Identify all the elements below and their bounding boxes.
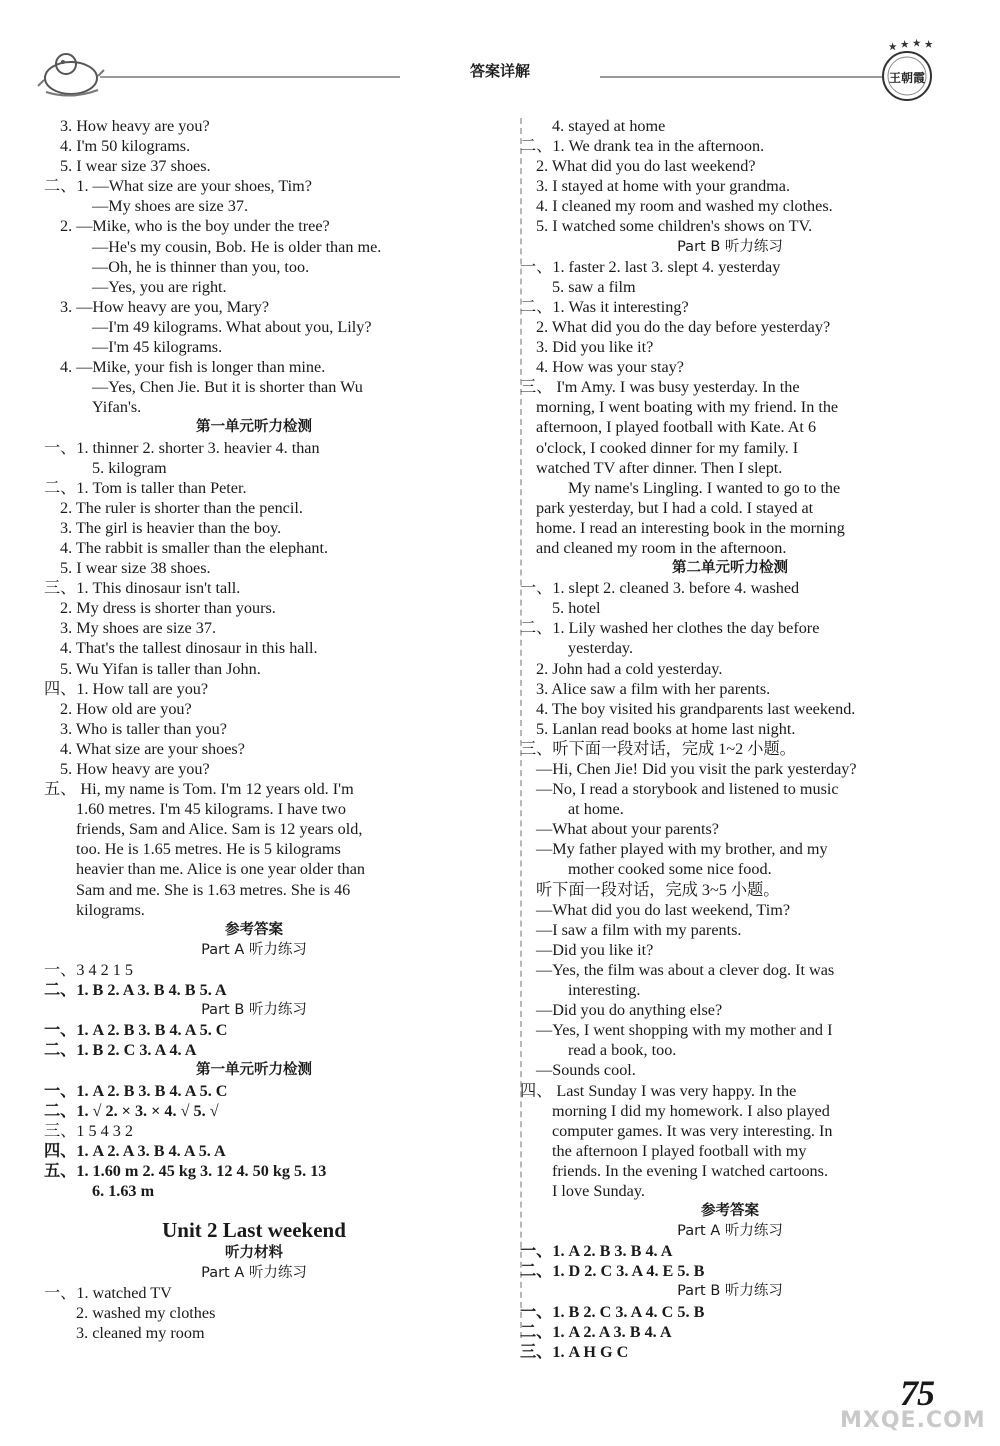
text-line: park yesterday, but I had a cold. I stayed at xyxy=(536,498,814,517)
text-line: 5. Lanlan read books at home last night. xyxy=(536,719,796,738)
text-line: 5. saw a film xyxy=(552,277,636,296)
text-line: Sam and me. She is 1.63 metres. She is 46 xyxy=(76,880,351,899)
text-line: 4. I'm 50 kilograms. xyxy=(60,137,191,156)
text-line: 5. hotel xyxy=(552,599,601,618)
text-line: 5. kilogram xyxy=(92,458,167,477)
text-line: watched TV after dinner. Then I slept. xyxy=(536,458,783,477)
text-line: 二、1. We drank tea in the afternoon. xyxy=(520,137,765,156)
text-line: computer games. It was very interesting. In xyxy=(552,1121,833,1140)
text-line: —Did you like it? xyxy=(536,940,654,959)
text-line: 6. 1.63 m xyxy=(92,1181,155,1200)
text-line: 4. The boy visited his grandparents last weekend. xyxy=(536,699,856,718)
text-line: —My father played with my brother, and my xyxy=(536,840,828,859)
text-line: —Sounds cool. xyxy=(536,1061,636,1080)
text-line: —Oh, he is thinner than you, too. xyxy=(92,257,310,276)
text-line: 4. How was your stay? xyxy=(536,358,684,377)
text-line: 2. washed my clothes xyxy=(76,1304,216,1323)
page-title: 答案详解 xyxy=(400,60,600,81)
text-line: 二、1. Lily washed her clothes the day before xyxy=(520,619,820,638)
text-line: 二、1. B 2. C 3. A 4. A xyxy=(44,1041,197,1060)
text-line: 4. —Mike, your fish is longer than mine. xyxy=(60,358,326,377)
text-line: 听下面一段对话，完成 3~5 小题。 xyxy=(536,880,780,899)
text-line: —Yes, you are right. xyxy=(92,277,227,296)
text-line: 二、1. √ 2. × 3. × 4. √ 5. √ xyxy=(44,1101,219,1120)
text-line: heavier than me. Alice is one year older than xyxy=(76,860,366,879)
text-line: 2. What did you do last weekend? xyxy=(536,157,756,176)
text-line: friends, Sam and Alice. Sam is 12 years old, xyxy=(76,820,363,839)
text-line: 第二单元听力检测 xyxy=(672,560,788,577)
text-line: yesterday. xyxy=(568,639,634,658)
text-line: 1.60 metres. I'm 45 kilograms. I have two xyxy=(76,800,346,819)
text-line: read a book, too. xyxy=(568,1041,677,1060)
text-line: 3. cleaned my room xyxy=(76,1324,205,1343)
text-line: 二、1. —What size are your shoes, Tim? xyxy=(44,177,312,196)
text-line: —Yes, Chen Jie. But it is shorter than Wu xyxy=(92,378,363,397)
text-line: at home. xyxy=(568,800,624,819)
left-tail-lines xyxy=(44,1283,464,1343)
text-line: 一、1. faster 2. last 3. slept 4. yesterday xyxy=(520,257,781,276)
text-line: 二、1. Was it interesting? xyxy=(520,297,689,316)
text-line: 一、1. slept 2. cleaned 3. before 4. washed xyxy=(520,579,800,598)
right-column xyxy=(520,116,940,1362)
text-line: 2. What did you do the day before yesterday? xyxy=(536,317,831,336)
text-line: Part B 听力练习 xyxy=(677,1283,783,1300)
text-line: My name's Lingling. I wanted to go to the xyxy=(568,478,841,497)
text-line: 三、听下面一段对话，完成 1~2 小题。 xyxy=(520,739,796,758)
text-line: I love Sunday. xyxy=(552,1181,645,1200)
text-line: 参考答案 xyxy=(225,921,283,938)
left-lines xyxy=(44,116,464,1201)
text-line: Part A 听力练习 xyxy=(201,941,307,958)
text-line: 4. The rabbit is smaller than the elephant. xyxy=(60,538,329,557)
text-line: 三、1. A H G C xyxy=(520,1342,629,1361)
watermark: MXQE.COM xyxy=(840,1408,986,1433)
text-line: 二、1. B 2. A 3. B 4. B 5. A xyxy=(44,981,227,1000)
text-line: 5. I watched some children's shows on TV. xyxy=(536,217,813,236)
text-line: home. I read an interesting book in the morning xyxy=(536,518,845,537)
page-header xyxy=(0,0,1000,110)
text-line: 2. —Mike, who is the boy under the tree? xyxy=(60,217,330,236)
text-line: mother cooked some nice food. xyxy=(568,860,772,879)
text-line: 3. Did you like it? xyxy=(536,338,654,357)
text-line: —Yes, I went shopping with my mother and I xyxy=(536,1021,833,1040)
text-line: 四、 Last Sunday I was very happy. In the xyxy=(520,1081,797,1100)
cartoon-logo-icon xyxy=(36,40,106,100)
text-line: 一、3 4 2 1 5 xyxy=(44,960,134,979)
text-line: o'clock, I cooked dinner for my family. I xyxy=(536,438,799,457)
text-line: 4. stayed at home xyxy=(552,117,666,135)
text-line: 3. How heavy are you? xyxy=(60,117,210,135)
text-line: 五、1. 1.60 m 2. 45 kg 3. 12 4. 50 kg 5. 13 xyxy=(44,1161,327,1180)
text-line: 2. John had a cold yesterday. xyxy=(536,659,723,678)
text-line: 4. I cleaned my room and washed my clothes. xyxy=(536,197,833,216)
text-line: 2. The ruler is shorter than the pencil. xyxy=(60,498,303,517)
text-line: and cleaned my room in the afternoon. xyxy=(536,538,787,557)
text-line: Part A 听力练习 xyxy=(677,1223,783,1240)
text-line: afternoon, I played football with Kate. At 6 xyxy=(536,418,817,437)
text-line: —He's my cousin, Bob. He is older than me. xyxy=(92,237,382,256)
text-line: —I saw a film with my parents. xyxy=(536,920,742,939)
text-line: 3. I stayed at home with your grandma. xyxy=(536,177,790,196)
text-line: 5. Wu Yifan is taller than John. xyxy=(60,659,261,678)
text-line: kilograms. xyxy=(76,900,145,919)
text-line: Part B 听力练习 xyxy=(201,1002,307,1019)
text-line: Yifan's. xyxy=(92,398,142,417)
text-line: 三、 I'm Amy. I was busy yesterday. In the xyxy=(520,378,800,397)
text-line: 3. The girl is heavier than the boy. xyxy=(60,518,282,537)
text-line: 一、1. thinner 2. shorter 3. heavier 4. than xyxy=(44,438,320,457)
unit-subtitle: 听力材料 xyxy=(225,1245,283,1262)
text-line: 三、1. This dinosaur isn't tall. xyxy=(44,579,241,598)
text-line: —I'm 49 kilograms. What about you, Lily? xyxy=(92,317,372,336)
text-line: 5. I wear size 38 shoes. xyxy=(60,559,211,578)
text-line: morning, I went boating with my friend. In the xyxy=(536,398,839,417)
text-line: 3. My shoes are size 37. xyxy=(60,619,216,638)
text-line: interesting. xyxy=(568,981,641,1000)
text-line: 一、1. A 2. B 3. B 4. A 5. C xyxy=(44,1021,228,1040)
text-line: 三、1 5 4 3 2 xyxy=(44,1121,134,1140)
text-line: too. He is 1.65 metres. He is 5 kilograms xyxy=(76,840,341,859)
text-line: 四、1. How tall are you? xyxy=(44,679,209,698)
left-column xyxy=(44,116,464,1344)
text-line: 一、1. A 2. B 3. B 4. A xyxy=(520,1242,673,1261)
text-line: —No, I read a storybook and listened to music xyxy=(536,780,839,799)
text-line: 4. That's the tallest dinosaur in this hall. xyxy=(60,639,318,658)
text-line: Part B 听力练习 xyxy=(677,238,783,255)
text-line: —Yes, the film was about a clever dog. It was xyxy=(536,960,835,979)
text-line: —My shoes are size 37. xyxy=(92,197,248,216)
text-line: 四、1. A 2. A 3. B 4. A 5. A xyxy=(44,1141,226,1160)
text-line: —Hi, Chen Jie! Did you visit the park yesterday? xyxy=(536,760,857,778)
text-line: 4. What size are your shoes? xyxy=(60,739,245,758)
right-lines xyxy=(520,116,940,1362)
unit-part-label: Part A 听力练习 xyxy=(201,1265,307,1282)
page-number: 75 xyxy=(900,1373,934,1413)
brand-logo-text: 王朝霞 xyxy=(888,71,926,85)
text-line: 二、1. A 2. A 3. B 4. A xyxy=(520,1322,672,1341)
text-line: 二、1. D 2. C 3. A 4. E 5. B xyxy=(520,1262,705,1281)
text-line: 五、 Hi, my name is Tom. I'm 12 years old. I'm xyxy=(44,780,354,799)
text-line: —What about your parents? xyxy=(536,820,719,839)
text-line: 3. Alice saw a film with her parents. xyxy=(536,679,771,698)
text-line: 二、1. Tom is taller than Peter. xyxy=(44,478,247,497)
text-line: 2. My dress is shorter than yours. xyxy=(60,599,276,618)
text-line: friends. In the evening I watched cartoons. xyxy=(552,1161,828,1180)
text-line: 5. How heavy are you? xyxy=(60,760,210,778)
text-line: 第一单元听力检测 xyxy=(196,1062,312,1079)
text-line: 第一单元听力检测 xyxy=(196,419,312,436)
text-line: —Did you do anything else? xyxy=(536,1001,723,1020)
text-line: —What did you do last weekend, Tim? xyxy=(536,900,791,919)
text-line: 一、1. A 2. B 3. B 4. A 5. C xyxy=(44,1081,228,1100)
text-line: morning I did my homework. I also played xyxy=(552,1101,830,1120)
unit-title: Unit 2 Last weekend xyxy=(162,1218,346,1243)
text-line: 2. How old are you? xyxy=(60,699,192,718)
text-line: 一、1. B 2. C 3. A 4. C 5. B xyxy=(520,1302,705,1321)
brand-badge-icon xyxy=(872,34,942,104)
text-line: 一、1. watched TV xyxy=(44,1284,172,1303)
text-line: the afternoon I played football with my xyxy=(552,1141,807,1160)
text-line: 5. I wear size 37 shoes. xyxy=(60,157,211,176)
text-line: 3. Who is taller than you? xyxy=(60,719,227,738)
text-line: 3. —How heavy are you, Mary? xyxy=(60,297,270,316)
text-line: —I'm 45 kilograms. xyxy=(92,338,223,357)
text-line: 参考答案 xyxy=(701,1203,759,1220)
